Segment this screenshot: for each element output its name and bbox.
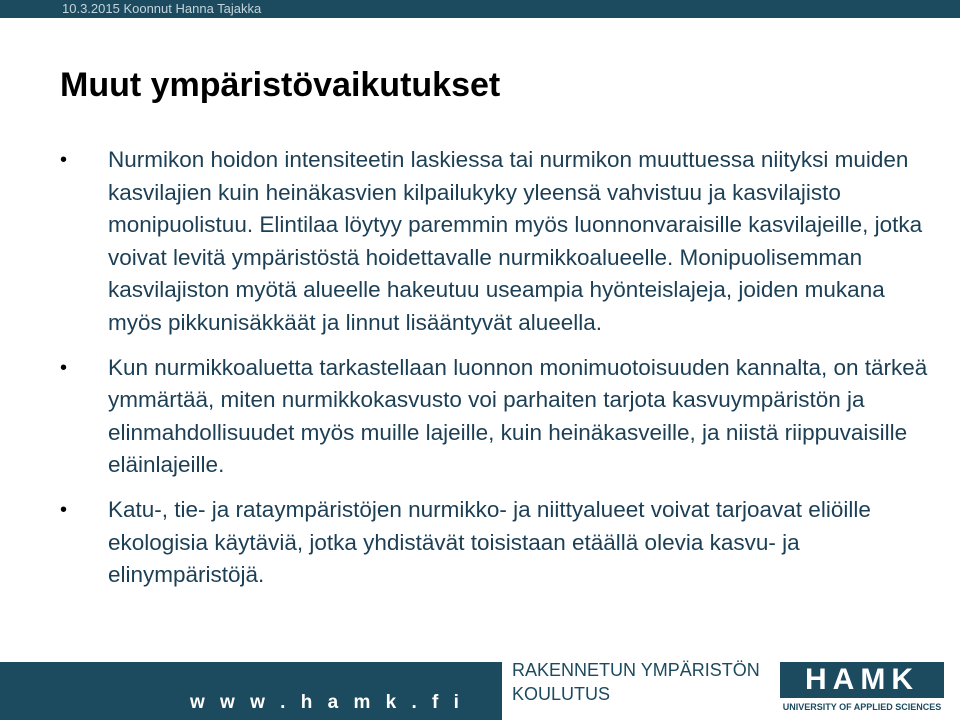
- bullet-list: [60, 144, 940, 604]
- bullet-dot-icon: •: [60, 498, 68, 521]
- header-date-author: 10.3.2015 Koonnut Hanna Tajakka: [62, 1, 262, 16]
- bullet-item: [60, 494, 940, 592]
- bullet-item: [60, 144, 940, 340]
- slide-title: Muut ympäristövaikutukset: [60, 66, 501, 104]
- bullet-text: Nurmikon hoidon intensiteetin laskiessa tai nurmikon muuttuessa niityksi muiden kasvilajien kuin heinäkasvien kilpailukyky yleensä vahvistuu ja kasvilajisto monipuolistuu. Elintilaa löytyy paremmin myös luonnonvaraisille kasvilajeille, jotka voivat levitä ympäristöstä hoidettavalle nurmikkoalueelle. Monipuolisemman kasvilajiston myötä alueelle hakeutuu useampia hyönteislajeja, joiden mukana myös pikkunisäkkäät ja linnut lisääntyvät alueella.: [108, 147, 923, 335]
- bullet-item: [60, 352, 940, 482]
- footer-branding: [502, 648, 960, 720]
- logo-subtext: UNIVERSITY OF APPLIED SCIENCES: [782, 702, 942, 712]
- department-name: [512, 658, 760, 706]
- bullet-text: Kun nurmikkoaluetta tarkastellaan luonnon monimuotoisuuden kannalta, on tärkeä ymmärtää, miten nurmikkokasvusto voi parhaiten tarjota kasvuympäristön ja elinmahdollisuudet myös muille lajeille, kuin heinäkasveille, ja niistä riippuvaisille eläinlajeille.: [108, 354, 928, 478]
- website-url: w w w . h a m k . f i: [190, 692, 464, 713]
- bullet-dot-icon: •: [60, 149, 68, 171]
- header-bar: [0, 0, 960, 18]
- bullet-dot-icon: •: [60, 356, 68, 379]
- logo-wordmark: HAMK: [780, 662, 944, 698]
- hamk-logo: [780, 662, 944, 714]
- department-line-1: RAKENNETUN YMPÄRISTÖN: [512, 660, 760, 680]
- department-line-2: KOULUTUS: [512, 684, 611, 704]
- bullet-text: Katu-, tie- ja rataympäristöjen nurmikko- ja niittyalueet voivat tarjoavat eliöille ekologisia käytäviä, jotka yhdistävät toisistaan etäällä olevia kasvu- ja elinympäristöjä.: [108, 496, 871, 588]
